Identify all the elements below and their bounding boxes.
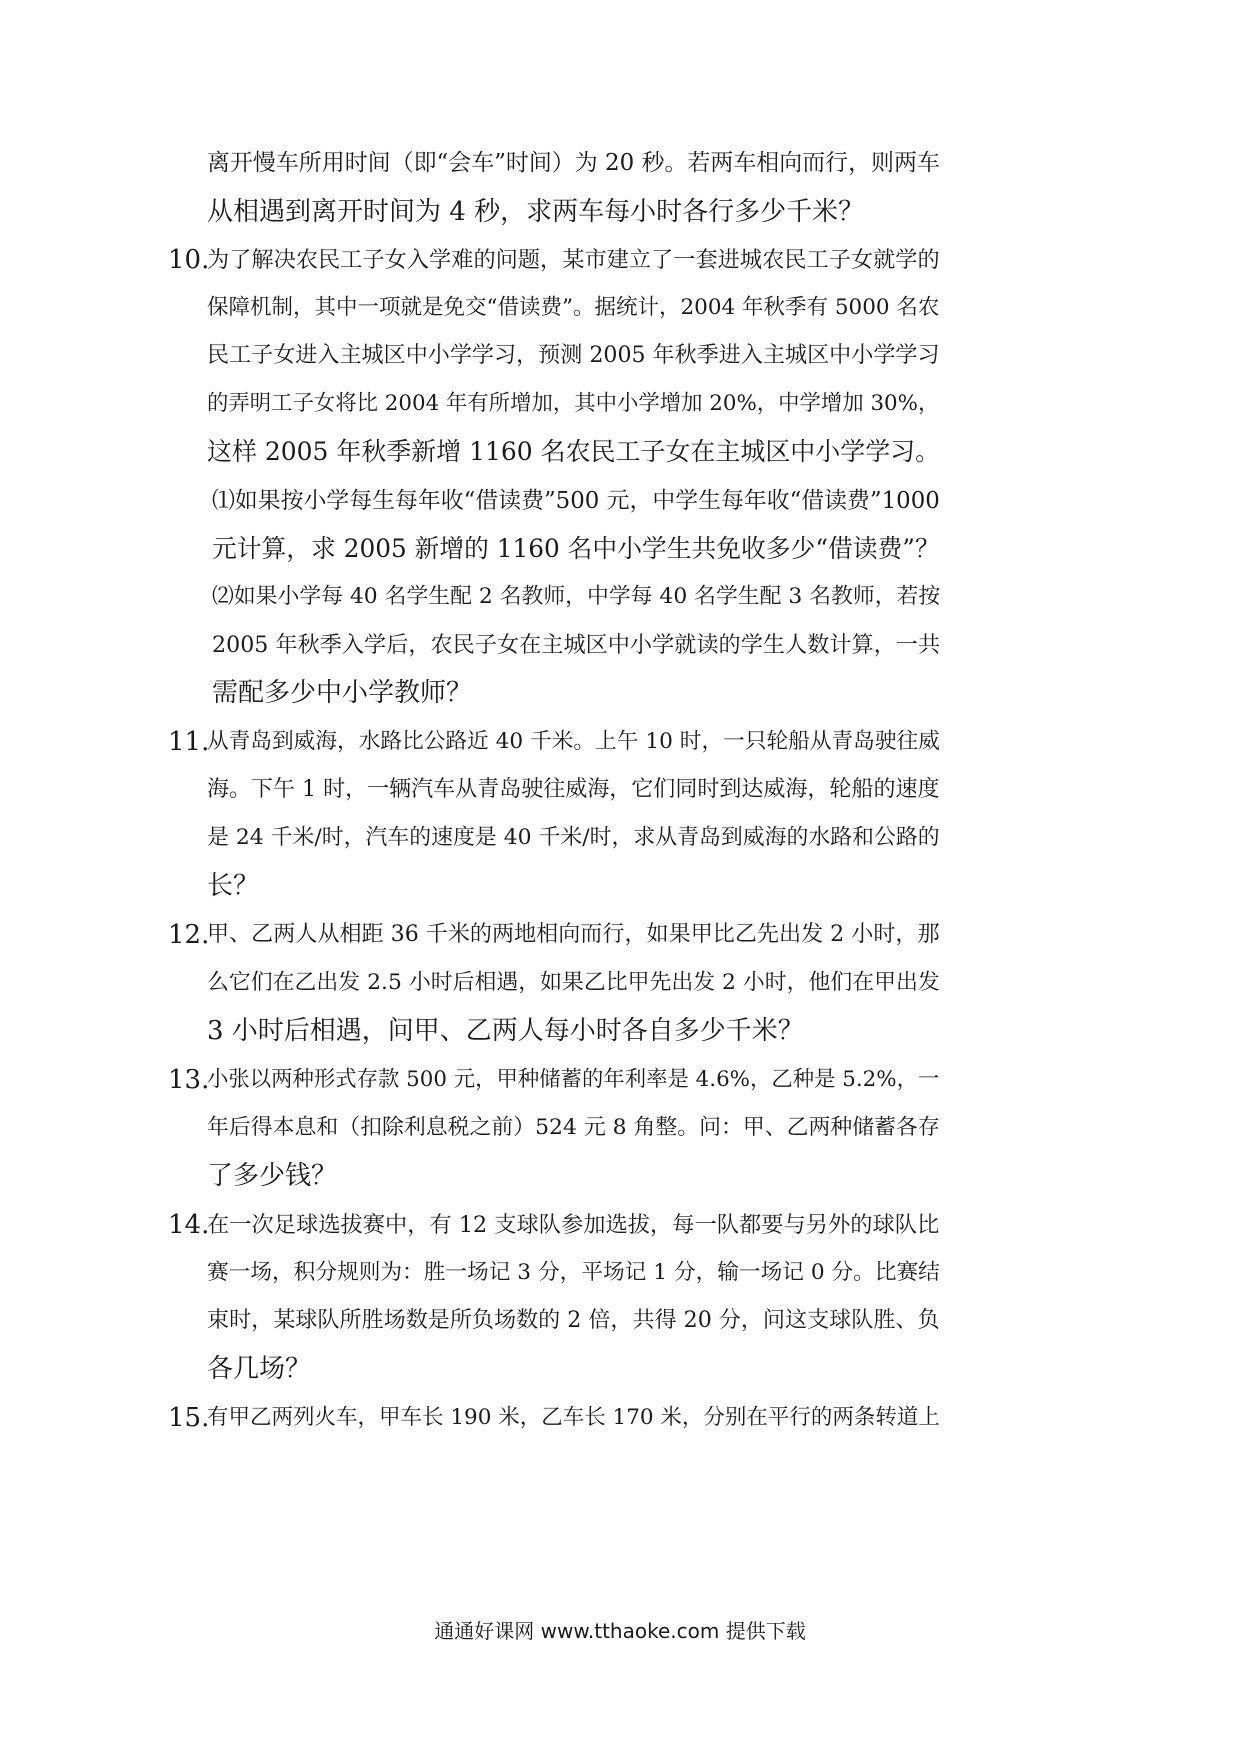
problem-13-line: 小张以两种形式存款 500 元，甲种储蓄的年利率是 4.6%，乙种是 5.2%，一: [207, 1067, 940, 1092]
problem-14-line: 在一次足球选拔赛中，有 12 支球队参加选拔，每一队都要与另外的球队比: [207, 1212, 940, 1238]
problem-10-line: 这样 2005 年秋季新增 1160 名农民工子女在主城区中小学学习。: [207, 437, 941, 466]
problem-10-line: 保障机制，其中一项就是免交“借读费”。据统计，2004 年秋季有 5000 名农: [207, 295, 940, 320]
problem-15-line: 有甲乙两列火车，甲车长 190 米，乙车长 170 米，分别在平行的两条转道上: [207, 1405, 940, 1430]
problem-14-line: 赛一场，积分规则为：胜一场记 3 分，平场记 1 分，输一场记 0 分。比赛结: [207, 1260, 940, 1285]
problem-11-line: 长？: [207, 871, 260, 901]
problem-14-number: 14.: [168, 1210, 210, 1240]
continuation-line-2: 从相遇到离开时间为 4 秒，求两车每小时各行多少千米？: [207, 197, 865, 227]
problem-11-number: 11.: [168, 727, 210, 757]
problem-13-number: 13.: [168, 1065, 210, 1095]
problem-14-line: 各几场？: [207, 1354, 312, 1384]
problem-12-number: 12.: [168, 920, 210, 950]
problem-12-line: 3 小时后相遇，问甲、乙两人每小时各自多少千米？: [207, 1016, 804, 1046]
problem-12-line: 甲、乙两人从相距 36 千米的两地相向而行，如果甲比乙先出发 2 小时，那: [207, 922, 940, 947]
problem-13-line: 年后得本息和（扣除利息税之前）524 元 8 角整。问：甲、乙两种储蓄各存: [207, 1115, 940, 1140]
problem-10-line: 的弄明工子女将比 2004 年有所增加，其中小学增加 20%，中学增加 30%，: [207, 391, 940, 416]
problem-10-subquestion-1: ⑴如果按小学每生每年收“借读费”500 元，中学生每年收“借读费”1000: [212, 488, 940, 514]
problem-15-number: 15.: [168, 1403, 210, 1433]
problem-10-subquestion-1: 元计算，求 2005 新增的 1160 名中小学生共免收多少“借读费”？: [212, 534, 940, 563]
problem-13-line: 了多少钱？: [207, 1161, 338, 1191]
problem-11-line: 从青岛到威海，水路比公路近 40 千米。上午 10 时，一只轮船从青岛驶往威: [207, 729, 940, 754]
problem-10-subquestion-2: ⑵如果小学每 40 名学生配 2 名教师，中学每 40 名学生配 3 名教师，若按: [212, 584, 941, 609]
problem-12-line: 么它们在乙出发 2.5 小时后相遇，如果乙比甲先出发 2 小时，他们在甲出发: [207, 970, 940, 995]
problem-14-line: 束时，某球队所胜场数是所负场数的 2 倍，共得 20 分，问这支球队胜、负: [207, 1308, 940, 1333]
problem-10-subquestion-2: 2005 年秋季入学后，农民子女在主城区中小学就读的学生人数计算，一共: [212, 632, 941, 658]
problem-11-line: 是 24 千米/时，汽车的速度是 40 千米/时，求从青岛到威海的水路和公路的: [207, 825, 940, 850]
problem-10-line: 民工子女进入主城区中小学学习，预测 2005 年秋季进入主城区中小学学习: [207, 343, 940, 368]
page-footer: 通通好课网 www.tthaoke.com 提供下载: [434, 1619, 806, 1643]
problem-11-line: 海。下午 1 时，一辆汽车从青岛驶往威海，它们同时到达威海，轮船的速度: [207, 777, 940, 802]
problem-10-subquestion-2: 需配多少中小学教师？: [212, 678, 473, 708]
problem-10-number: 10.: [168, 245, 210, 275]
problem-10-line: 为了解决农民工子女入学难的问题，某市建立了一套进城农民工子女就学的: [207, 247, 940, 273]
continuation-line-1: 离开慢车所用时间（即“会车”时间）为 20 秒。若两车相向而行，则两车: [207, 150, 940, 176]
